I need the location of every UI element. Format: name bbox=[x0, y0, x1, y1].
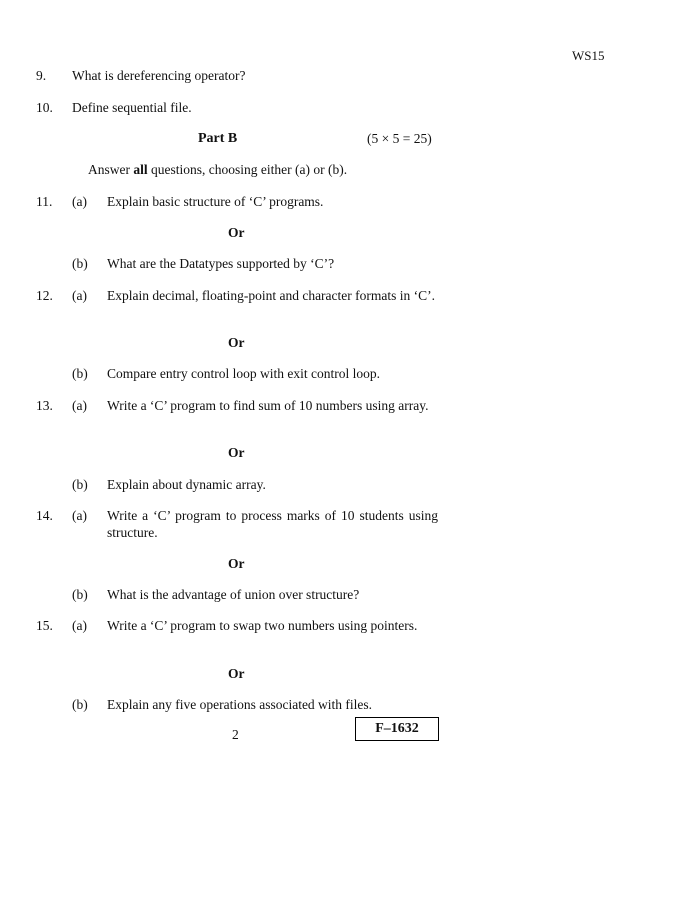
question-number: 11. bbox=[36, 194, 53, 209]
question-number: 13. bbox=[36, 398, 53, 413]
option-a-label: (a) bbox=[72, 398, 87, 413]
option-b-label: (b) bbox=[72, 477, 88, 492]
option-a-text: Write a ‘C’ program to swap two numbers using pointers. bbox=[107, 618, 418, 633]
option-a-label: (a) bbox=[72, 508, 87, 523]
option-b-text: What are the Datatypes supported by ‘C’? bbox=[107, 256, 335, 271]
instruction-prefix: Answer bbox=[88, 162, 134, 177]
question-text: Define sequential file. bbox=[72, 100, 192, 115]
instruction-suffix: questions, choosing either (a) or (b). bbox=[147, 162, 348, 177]
or-separator: Or bbox=[228, 225, 245, 240]
question-number: 12. bbox=[36, 288, 53, 303]
page-number: 2 bbox=[232, 727, 239, 742]
option-b-text: Explain about dynamic array. bbox=[107, 477, 266, 492]
instruction-emphasis: all bbox=[133, 162, 148, 177]
option-b-text: What is the advantage of union over structure? bbox=[107, 587, 360, 602]
or-separator: Or bbox=[228, 556, 245, 571]
option-a-text: Write a ‘C’ program to process marks of 10 students using structure. bbox=[107, 508, 438, 540]
option-b-text: Explain any five operations associated with files. bbox=[107, 697, 373, 712]
question-text: What is dereferencing operator? bbox=[72, 68, 246, 83]
section-instruction bbox=[88, 161, 347, 178]
option-b-text: Compare entry control loop with exit control loop. bbox=[107, 366, 380, 381]
option-b-label: (b) bbox=[72, 366, 88, 381]
or-separator: Or bbox=[228, 335, 245, 350]
question-number: 15. bbox=[36, 618, 53, 633]
option-b-label: (b) bbox=[72, 697, 88, 712]
question-number: 9. bbox=[36, 68, 47, 83]
or-separator: Or bbox=[228, 445, 245, 460]
paper-header-code: WS15 bbox=[572, 48, 605, 63]
section-marks: (5 × 5 = 25) bbox=[367, 131, 432, 146]
option-b-label: (b) bbox=[72, 256, 88, 271]
paper-code-box: F–1632 bbox=[355, 717, 439, 741]
option-a-label: (a) bbox=[72, 618, 87, 633]
section-title: Part B bbox=[198, 131, 238, 146]
or-separator: Or bbox=[228, 666, 245, 681]
question-number: 10. bbox=[36, 100, 53, 115]
option-b-label: (b) bbox=[72, 587, 88, 602]
option-a-label: (a) bbox=[72, 194, 87, 209]
option-a-text: Write a ‘C’ program to find sum of 10 numbers using array. bbox=[107, 398, 429, 413]
option-a-label: (a) bbox=[72, 288, 87, 303]
question-number: 14. bbox=[36, 508, 53, 523]
option-a-text: Explain basic structure of ‘C’ programs. bbox=[107, 194, 324, 209]
option-a-text: Explain decimal, floating-point and character formats in ‘C’. bbox=[107, 288, 436, 303]
